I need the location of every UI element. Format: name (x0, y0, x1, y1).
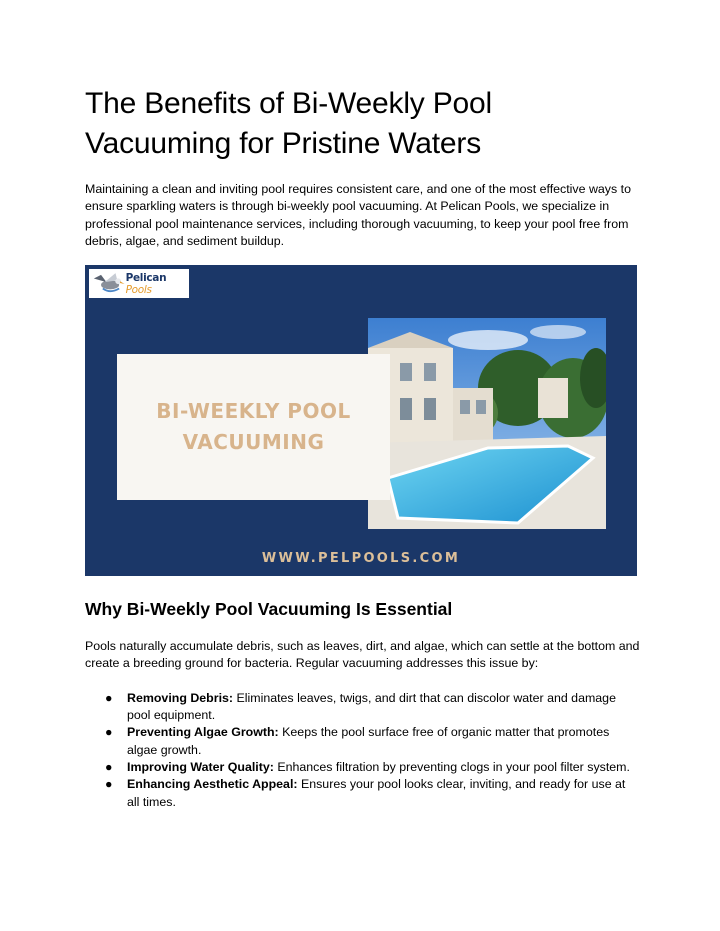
bullet-icon: ● (105, 725, 113, 740)
bullet-icon: ● (105, 777, 113, 792)
list-item: ● Preventing Algae Growth: Keeps the pool surface free of organic matter that promotes algae growth. (105, 725, 610, 757)
banner-title-card (117, 354, 390, 500)
bullet-icon: ● (105, 759, 113, 774)
pelican-pools-logo (89, 269, 189, 298)
document-page (85, 84, 640, 811)
section-paragraph: Pools naturally accumulate debris, such as leaves, dirt, and algae, which can settle at the bottom and create a breeding ground for bacteria. Regular vacuuming addresses this issue by: (85, 639, 640, 671)
list-item: ● Enhancing Aesthetic Appeal: Ensures your pool looks clear, inviting, and ready for use at all times. (105, 777, 626, 809)
pool-villa-photo (368, 318, 606, 529)
banner-headline-line1: BI-WEEKLY POOL (156, 399, 351, 424)
benefits-list (85, 690, 640, 811)
bullet-icon: ● (105, 690, 113, 705)
banner-url: WWW.PELPOOLS.COM (261, 551, 461, 567)
list-item: ● Improving Water Quality: Enhances filtration by preventing clogs in your pool filter system. (85, 759, 637, 776)
banner-image (85, 265, 637, 576)
list-item: ● Removing Debris: Eliminates leaves, twigs, and dirt that can discolor water and damage pool equipment. (105, 690, 616, 723)
section-heading: Why Bi-Weekly Pool Vacuuming Is Essential (85, 599, 453, 620)
intro-paragraph: Maintaining a clean and inviting pool requires consistent care, and one of the most effective ways to ensure sparkling waters is through bi-weekly pool vacuuming. At Pelican Pools, we specialize in professional pool maintenance services, including thorough vacuuming, to keep your pool free from debris, algae, and sediment buildup. (85, 182, 631, 248)
logo-wordmark: Pelican Pools (125, 271, 167, 296)
pool-photo-graphic (368, 318, 606, 529)
pelican-icon (92, 270, 125, 297)
page-title: The Benefits of Bi-Weekly Pool Vacuuming for Pristine Waters (85, 87, 492, 160)
banner-headline-line2: VACUUMING (182, 430, 325, 455)
